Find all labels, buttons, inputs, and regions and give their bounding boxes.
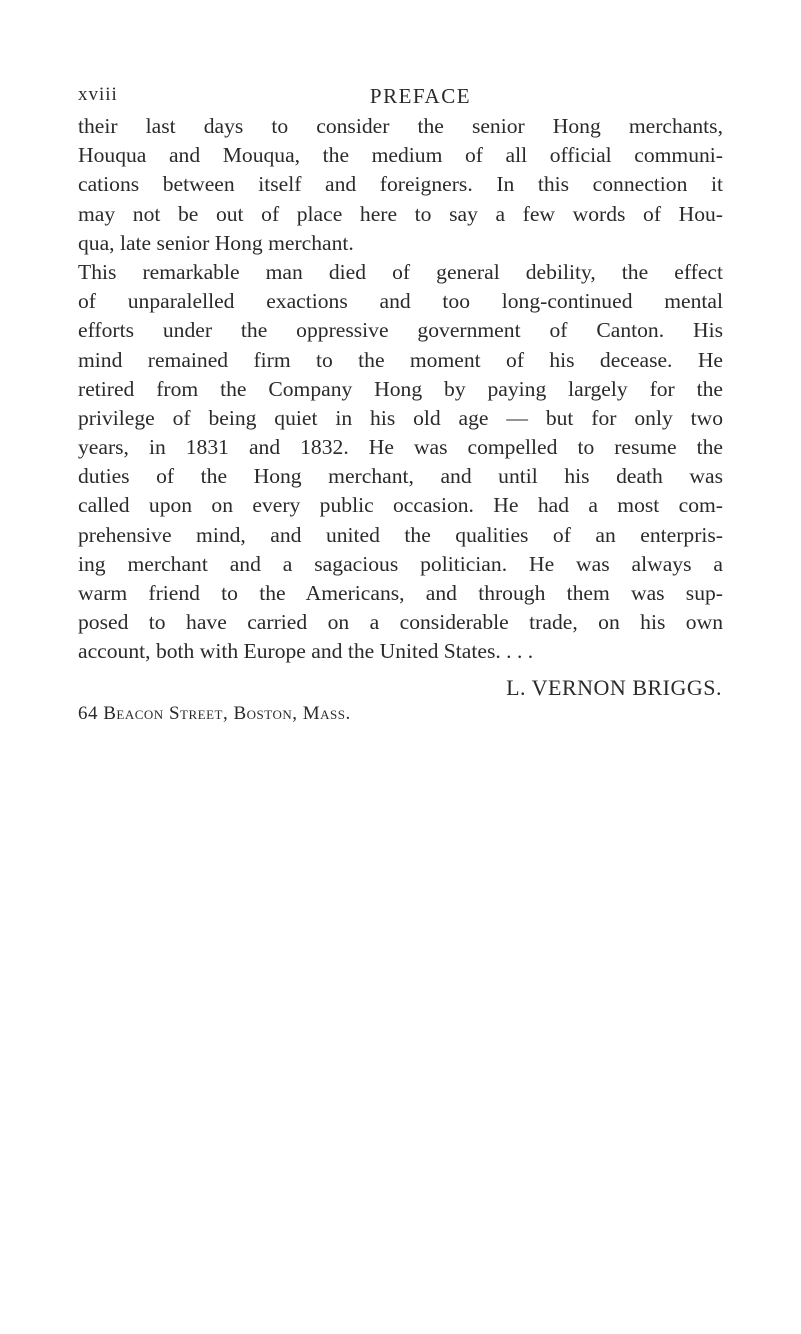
text-line: called upon on every public occasion. He had a most com- — [78, 493, 723, 518]
author-signature: L. VERNON BRIGGS. — [506, 675, 722, 700]
text-line: efforts under the oppressive government of Canton. His — [78, 318, 723, 343]
text-line: ing merchant and a sagacious politician. He was always a — [78, 551, 723, 576]
text-line: duties of the Hong merchant, and until his death was — [78, 464, 723, 489]
text-line: mind remained firm to the moment of his decease. He — [78, 347, 723, 372]
text-line: This remarkable man died of general debility, the effect — [78, 259, 723, 284]
text-line: warm friend to the Americans, and through them was sup- — [78, 581, 723, 605]
text-line: of unparalelled exactions and too long-continued mental — [78, 289, 723, 314]
text-line: Houqua and Mouqua, the medium of all official communi- — [78, 143, 723, 168]
text-line: posed to have carried on a considerable trade, on his own — [78, 610, 723, 635]
text-line: their last days to consider the senior Hong merchants, — [78, 114, 723, 138]
text-line: prehensive mind, and united the qualities of an enterpris- — [78, 522, 723, 547]
text-line: cations between itself and foreigners. In this connection it — [78, 172, 723, 197]
author-address: 64 Beacon Street, Boston, Mass. — [78, 703, 351, 724]
text-line: account, both with Europe and the United States. . . . — [78, 639, 534, 664]
text-line: years, in 1831 and 1832. He was compelled to resume the — [78, 435, 723, 460]
body-text — [78, 112, 723, 667]
text-line: privilege of being quiet in his old age — but for only two — [78, 405, 723, 430]
page-number: xviii — [78, 84, 118, 105]
running-head-title: PREFACE — [369, 84, 472, 108]
text-line: may not be out of place here to say a few words of Hou- — [78, 201, 723, 226]
text-line: qua, late senior Hong merchant. — [78, 230, 354, 255]
text-line: retired from the Company Hong by paying largely for the — [78, 376, 723, 401]
running-head — [78, 84, 723, 114]
